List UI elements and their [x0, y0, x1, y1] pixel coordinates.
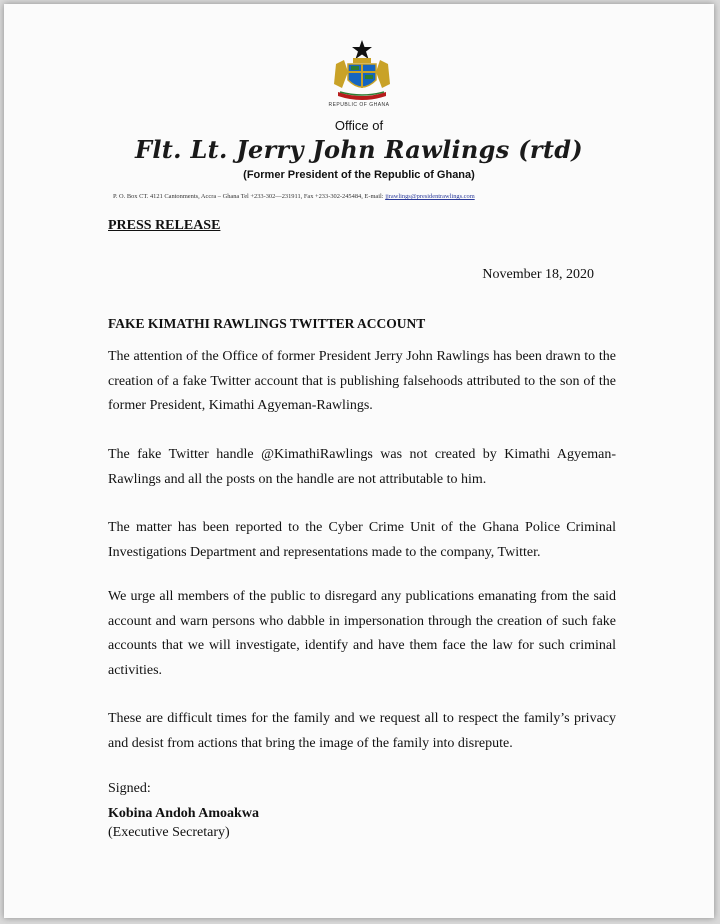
office-holder-subtitle: (Former President of the Republic of Ghana) — [243, 169, 475, 181]
ghana-coat-of-arms-icon — [326, 38, 398, 102]
paragraph: The matter has been reported to the Cyber Crime Unit of the Ghana Police Criminal Investigations Department and representations made to the company, Twitter. — [108, 520, 616, 560]
document-page — [4, 4, 714, 918]
office-holder-name: Flt. Lt. Jerry John Rawlings (rtd) — [135, 135, 583, 164]
press-release-label: PRESS RELEASE — [108, 218, 221, 233]
signer-title: (Executive Secretary) — [108, 825, 230, 840]
paragraph: These are difficult times for the family and we request all to respect the family’s privacy and desist from actions that bring the image of the family into disrepute. — [108, 711, 616, 751]
office-of-label: Office of — [334, 118, 384, 133]
contact-email: jjrawlings@presidentrawlings.com — [385, 193, 475, 200]
signed-label: Signed: — [108, 781, 151, 796]
republic-label: REPUBLIC OF GHANA — [328, 102, 390, 108]
contact-address: P. O. Box CT. 4121 Cantonments, Accra – Ghana Tel +233-302—231911, Fax +233-302-245484, E-mail: — [113, 193, 386, 200]
paragraph: The attention of the Office of former President Jerry John Rawlings has been drawn to the creation of a fake Twitter account that is publishing falsehoods attributed to the son of the former President, Kimathi Agyeman-Rawlings. — [108, 349, 616, 413]
signer-name: Kobina Andoh Amoakwa — [108, 806, 259, 821]
release-heading: FAKE KIMATHI RAWLINGS TWITTER ACCOUNT — [108, 316, 426, 331]
paragraph: The fake Twitter handle @KimathiRawlings was not created by Kimathi Agyeman-Rawlings and all the posts on the handle are not attributable to him. — [108, 447, 616, 487]
paragraph: We urge all members of the public to disregard any publications emanating from the said account and warn persons who dabble in impersonation through the creation of such fake accounts that we will investigate, identify and have them face the law for such criminal activities. — [108, 589, 616, 678]
release-date: November 18, 2020 — [482, 267, 594, 282]
contact-line — [113, 193, 713, 200]
